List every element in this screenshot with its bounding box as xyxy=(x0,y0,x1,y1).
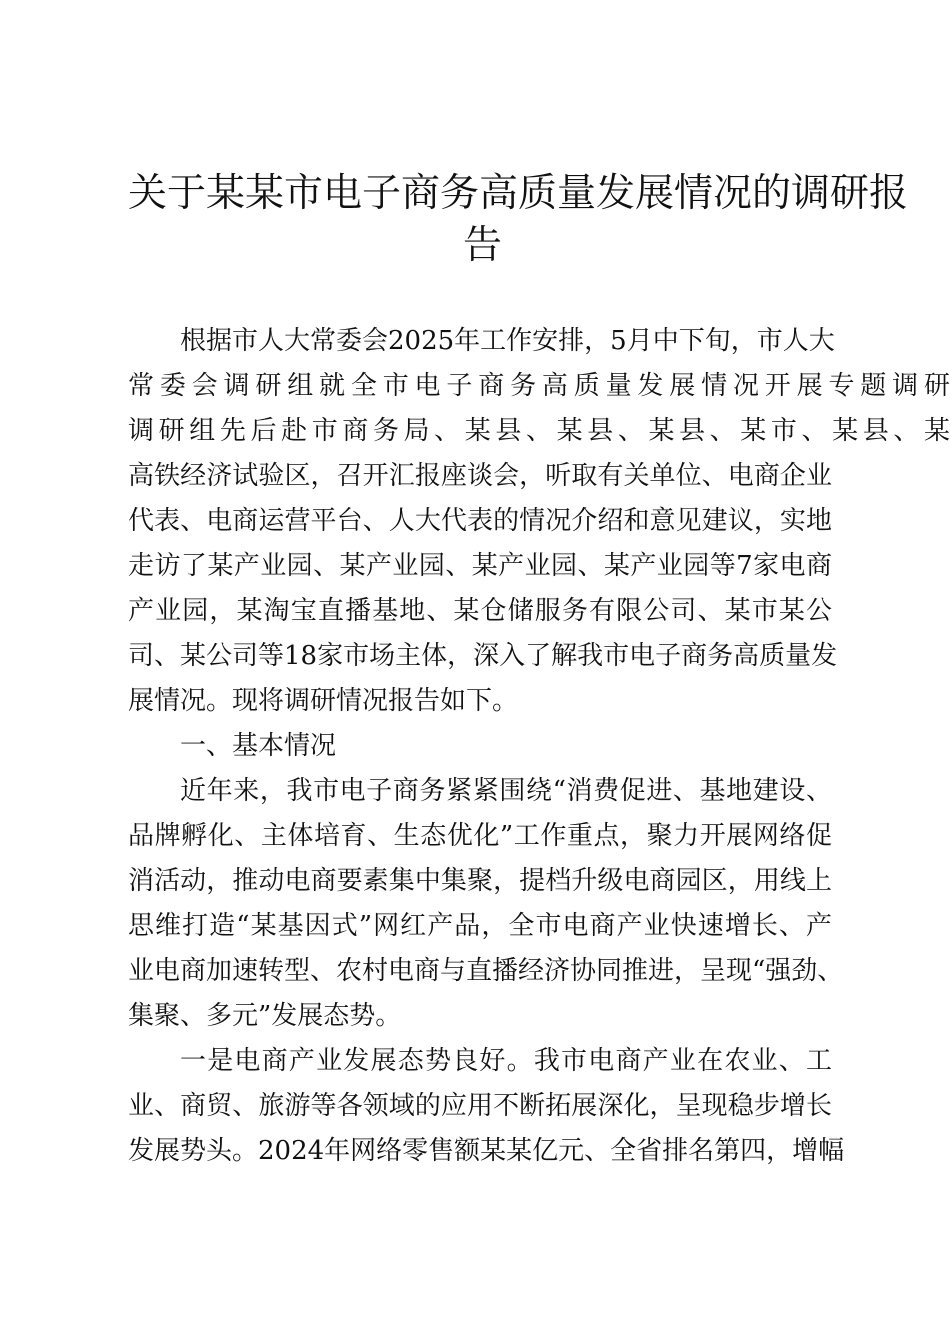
body-line: 常委会调研组就全市电子商务高质量发展情况开展专题调研 xyxy=(128,371,950,401)
document-title-line-1: 关于某某市电子商务高质量发展情况的调研报 xyxy=(128,171,909,216)
section-heading: 一、基本情况 xyxy=(180,731,337,761)
body-line: 集聚、多元”发展态势。 xyxy=(128,1001,402,1031)
body-line: 一是电商产业发展态势良好。我市电商产业在农业、工 xyxy=(180,1046,832,1076)
body-line: 发展势头。2024年网络零售额某某亿元、全省排名第四，增幅 xyxy=(128,1136,845,1166)
body-line: 近年来，我市电子商务紧紧围绕“消费促进、基地建设、 xyxy=(180,776,832,806)
body-line: 司、某公司等18家市场主体，深入了解我市电子商务高质量发 xyxy=(128,641,838,671)
body-line: 展情况。现将调研情况报告如下。 xyxy=(128,686,519,716)
document-title-line-2: 告 xyxy=(463,223,503,268)
body-line: 品牌孵化、主体培育、生态优化”工作重点，聚力开展网络促 xyxy=(128,821,832,851)
body-line: 根据市人大常委会2025年工作安排，5月中下旬，市人大 xyxy=(180,326,835,356)
body-line: 高铁经济试验区，召开汇报座谈会，听取有关单位、电商企业 xyxy=(128,461,832,491)
body-line: 业、商贸、旅游等各领域的应用不断拓展深化，呈现稳步增长 xyxy=(128,1091,832,1121)
body-line: 走访了某产业园、某产业园、某产业园、某产业园等7家电商 xyxy=(128,551,832,581)
body-line: 调研组先后赴市商务局、某县、某县、某县、某市、某县、某 xyxy=(128,416,950,446)
body-line: 消活动，推动电商要素集中集聚，提档升级电商园区，用线上 xyxy=(128,866,832,896)
body-line: 代表、电商运营平台、人大代表的情况介绍和意见建议，实地 xyxy=(128,506,832,536)
body-line: 产业园，某淘宝直播基地、某仓储服务有限公司、某市某公 xyxy=(128,596,832,626)
body-line: 思维打造“某基因式”网红产品，全市电商产业快速增长、产 xyxy=(128,911,832,941)
body-line: 业电商加速转型、农村电商与直播经济协同推进，呈现“强劲、 xyxy=(128,956,844,986)
